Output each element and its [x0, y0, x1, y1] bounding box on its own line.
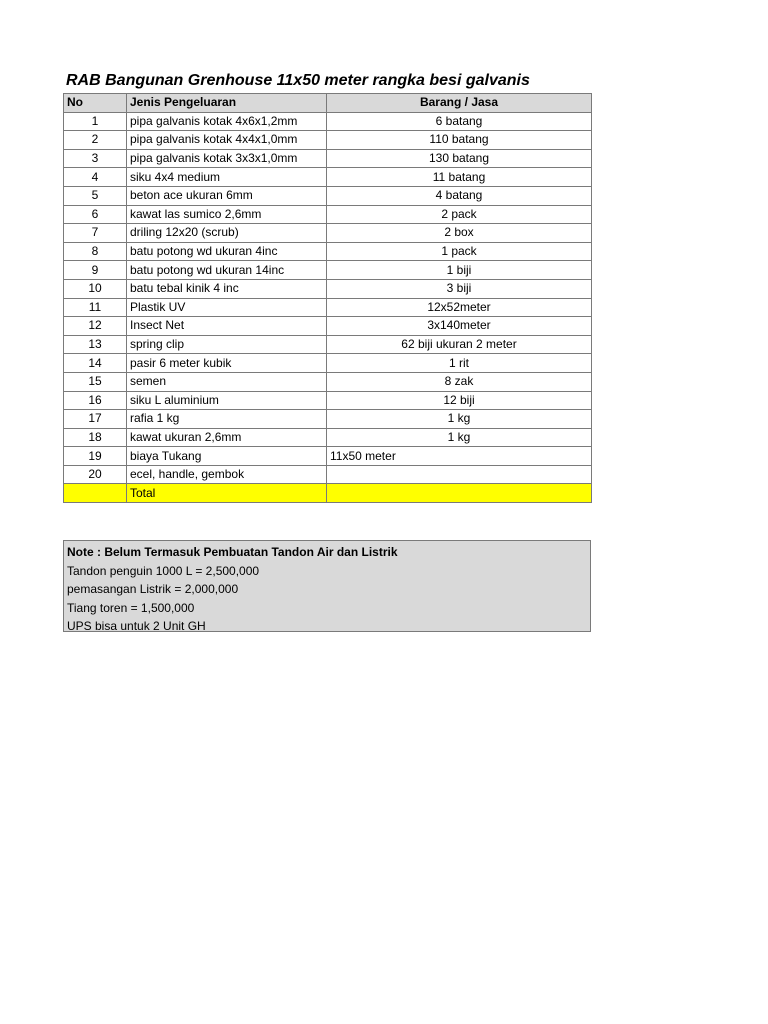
- note-line: Tiang toren = 1,500,000: [67, 600, 195, 615]
- total-jenis-cell: Total: [127, 484, 327, 503]
- table-row: [64, 224, 592, 243]
- row-jenis-cell: kawat ukuran 2,6mm: [127, 428, 327, 447]
- row-no-cell: 4: [64, 168, 127, 187]
- table-row: [64, 279, 592, 298]
- table-row: [64, 112, 592, 131]
- table-row: [64, 447, 592, 466]
- row-jenis-cell: biaya Tukang: [127, 447, 327, 466]
- row-jenis-cell: siku L aluminium: [127, 391, 327, 410]
- row-barang-cell: 2 box: [327, 224, 592, 243]
- row-no-cell: 7: [64, 224, 127, 243]
- row-no-cell: 8: [64, 242, 127, 261]
- row-no-cell: 13: [64, 335, 127, 354]
- row-barang-cell: 62 biji ukuran 2 meter: [327, 335, 592, 354]
- row-jenis-cell: Plastik UV: [127, 298, 327, 317]
- row-barang-cell: 1 kg: [327, 428, 592, 447]
- row-barang-cell: 4 batang: [327, 186, 592, 205]
- row-barang-cell: 1 rit: [327, 354, 592, 373]
- row-jenis-cell: rafia 1 kg: [127, 410, 327, 429]
- row-jenis-cell: siku 4x4 medium: [127, 168, 327, 187]
- row-barang-cell: 12 biji: [327, 391, 592, 410]
- row-barang-cell: [327, 465, 592, 484]
- rab-table: [63, 93, 592, 503]
- row-jenis-cell: batu tebal kinik 4 inc: [127, 279, 327, 298]
- row-no-cell: 3: [64, 149, 127, 168]
- table-row: [64, 410, 592, 429]
- row-barang-cell: 2 pack: [327, 205, 592, 224]
- total-barang-cell: [327, 484, 592, 503]
- table-row: [64, 168, 592, 187]
- note-line: Tandon penguin 1000 L = 2,500,000: [67, 563, 260, 578]
- row-barang-cell: 6 batang: [327, 112, 592, 131]
- total-no-cell: [64, 484, 127, 503]
- table-row: [64, 149, 592, 168]
- row-barang-cell: 12x52meter: [327, 298, 592, 317]
- row-no-cell: 2: [64, 131, 127, 150]
- table-row: [64, 354, 592, 373]
- row-barang-cell: 130 batang: [327, 149, 592, 168]
- row-no-cell: 11: [64, 298, 127, 317]
- row-barang-cell: 8 zak: [327, 372, 592, 391]
- row-jenis-cell: spring clip: [127, 335, 327, 354]
- row-jenis-cell: batu potong wd ukuran 14inc: [127, 261, 327, 280]
- header-jenis-pengeluaran: Jenis Pengeluaran: [127, 94, 327, 113]
- row-jenis-cell: pasir 6 meter kubik: [127, 354, 327, 373]
- note-box: [63, 540, 591, 632]
- row-jenis-cell: semen: [127, 372, 327, 391]
- row-barang-cell: 3x140meter: [327, 317, 592, 336]
- table-row: [64, 205, 592, 224]
- note-lines: [67, 562, 587, 636]
- row-barang-cell: 1 kg: [327, 410, 592, 429]
- total-row: [64, 484, 592, 503]
- table-row: [64, 391, 592, 410]
- table-row: [64, 186, 592, 205]
- table-row: [64, 372, 592, 391]
- row-jenis-cell: pipa galvanis kotak 3x3x1,0mm: [127, 149, 327, 168]
- table-row: [64, 335, 592, 354]
- header-no: No: [64, 94, 127, 113]
- note-line: pemasangan Listrik = 2,000,000: [67, 582, 239, 597]
- row-jenis-cell: ecel, handle, gembok: [127, 465, 327, 484]
- row-no-cell: 6: [64, 205, 127, 224]
- row-no-cell: 9: [64, 261, 127, 280]
- row-no-cell: 1: [64, 112, 127, 131]
- row-jenis-cell: kawat las sumico 2,6mm: [127, 205, 327, 224]
- table-row: [64, 261, 592, 280]
- row-no-cell: 16: [64, 391, 127, 410]
- row-barang-cell: 11x50 meter: [327, 447, 592, 466]
- row-no-cell: 10: [64, 279, 127, 298]
- row-no-cell: 12: [64, 317, 127, 336]
- note-line: UPS bisa untuk 2 Unit GH: [67, 619, 206, 634]
- row-no-cell: 19: [64, 447, 127, 466]
- row-no-cell: 17: [64, 410, 127, 429]
- row-jenis-cell: Insect Net: [127, 317, 327, 336]
- row-barang-cell: 110 batang: [327, 131, 592, 150]
- row-no-cell: 14: [64, 354, 127, 373]
- row-jenis-cell: pipa galvanis kotak 4x4x1,0mm: [127, 131, 327, 150]
- table-row: [64, 131, 592, 150]
- row-barang-cell: 11 batang: [327, 168, 592, 187]
- row-jenis-cell: beton ace ukuran 6mm: [127, 186, 327, 205]
- row-barang-cell: 1 biji: [327, 261, 592, 280]
- row-barang-cell: 1 pack: [327, 242, 592, 261]
- row-jenis-cell: pipa galvanis kotak 4x6x1,2mm: [127, 112, 327, 131]
- header-barang-jasa: Barang / Jasa: [327, 94, 592, 113]
- table-row: [64, 428, 592, 447]
- table-row: [64, 298, 592, 317]
- table-row: [64, 242, 592, 261]
- table-row: [64, 317, 592, 336]
- row-no-cell: 20: [64, 465, 127, 484]
- row-barang-cell: 3 biji: [327, 279, 592, 298]
- table-header-row: [64, 94, 592, 113]
- table-body: [64, 112, 592, 502]
- table-row: [64, 465, 592, 484]
- row-jenis-cell: batu potong wd ukuran 4inc: [127, 242, 327, 261]
- row-no-cell: 5: [64, 186, 127, 205]
- document-title: RAB Bangunan Grenhouse 11x50 meter rangka besi galvanis: [66, 72, 530, 89]
- note-heading: Note : Belum Termasuk Pembuatan Tandon Air dan Listrik: [67, 545, 398, 559]
- row-no-cell: 18: [64, 428, 127, 447]
- row-jenis-cell: driling 12x20 (scrub): [127, 224, 327, 243]
- row-no-cell: 15: [64, 372, 127, 391]
